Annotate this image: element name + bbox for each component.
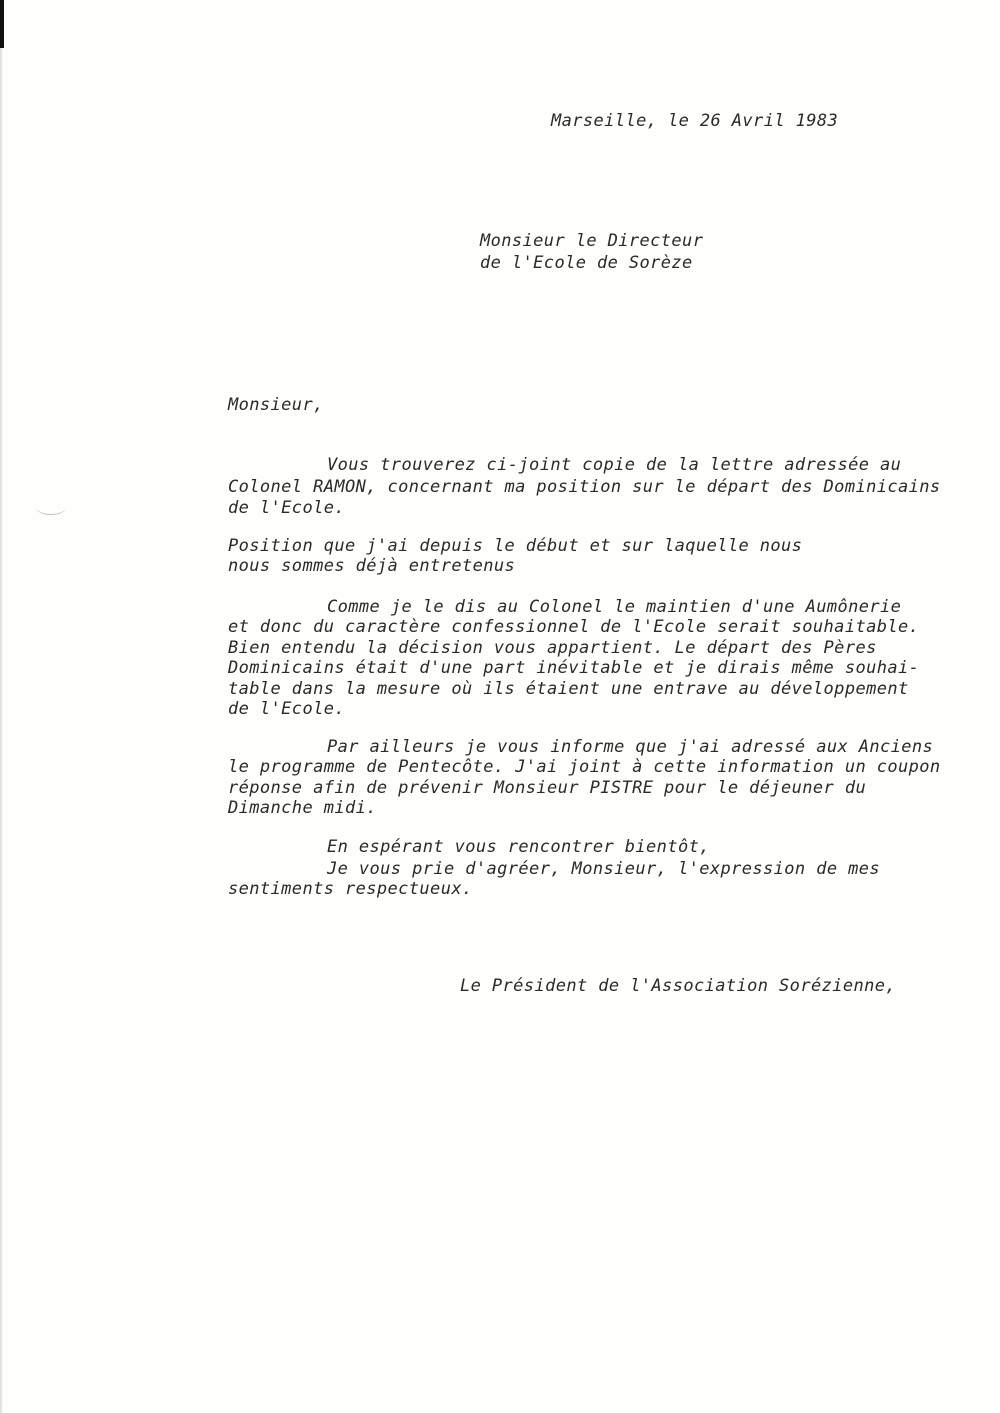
paragraph-4-line: réponse afin de prévenir Monsieur PISTRE pour le déjeuner du [228, 778, 867, 798]
paragraph-4-line: Dimanche midi. [228, 798, 377, 818]
paragraph-3-line: table dans la mesure où ils étaient une entrave au développement [228, 679, 909, 699]
paragraph-1-line: Vous trouverez ci-joint copie de la lettre adressée au [327, 455, 902, 475]
paragraph-4-line: le programme de Pentecôte. J'ai joint à cette information un coupon [228, 757, 941, 777]
paper-mark [36, 500, 66, 515]
paragraph-2-line: Position que j'ai depuis le début et sur laquelle nous [228, 536, 803, 556]
signature-line: Le Président de l'Association Sorézienne, [460, 976, 897, 996]
paragraph-3-line: Comme je le dis au Colonel le maintien d'une Aumônerie [327, 597, 902, 617]
page-edge-shadow [0, 0, 3, 1413]
scan-edge-mark [0, 0, 4, 48]
recipient-line-2: de l'Ecole de Sorèze [480, 253, 693, 273]
closing-line: sentiments respectueux. [228, 879, 473, 899]
closing-line: En espérant vous rencontrer bientôt, [327, 837, 710, 857]
letter-date: Marseille, le 26 Avril 1983 [551, 111, 839, 131]
paragraph-2-line: nous sommes déjà entretenus [228, 556, 516, 576]
paragraph-1-line: Colonel RAMON, concernant ma position sur le départ des Dominicains [228, 477, 941, 497]
paragraph-3-line: Dominicains était d'une part inévitable et je dirais même souhai- [228, 658, 920, 678]
recipient-line-1: Monsieur le Directeur [480, 231, 704, 251]
salutation: Monsieur, [228, 395, 324, 415]
paragraph-3-line: Bien entendu la décision vous appartient. Le départ des Pères [228, 638, 877, 658]
paragraph-1-line: de l'Ecole. [228, 498, 345, 518]
paragraph-3-line: de l'Ecole. [228, 699, 345, 719]
paragraph-4-line: Par ailleurs je vous informe que j'ai adressé aux Anciens [327, 737, 934, 757]
closing-line: Je vous prie d'agréer, Monsieur, l'expression de mes [327, 859, 881, 879]
paragraph-3-line: et donc du caractère confessionnel de l'Ecole serait souhaitable. [228, 617, 920, 637]
